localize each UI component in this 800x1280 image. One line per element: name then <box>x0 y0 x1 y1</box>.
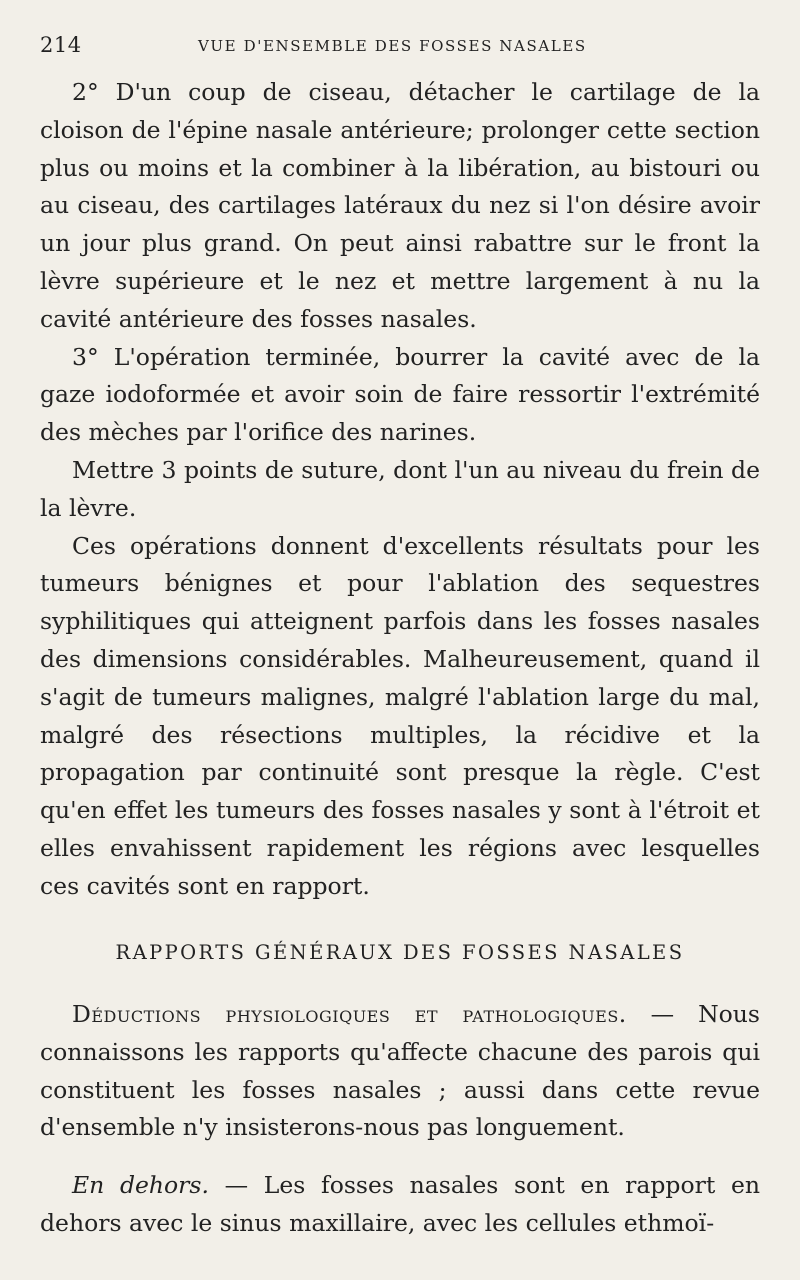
paragraph-text: — Nous connaissons les rapports qu'affecte chacune des parois qui constituent les fosses nasales ; aussi dans cette revue d'ensemble n'y insisterons-nous pas longuement. <box>40 1000 760 1142</box>
page-number: 214 <box>40 33 82 57</box>
page-header <box>40 33 760 63</box>
paragraph-lead: Déductions physiologiques et pathologiques. <box>72 1000 627 1028</box>
paragraph: Ces opérations donnent d'excellents résultats pour les tumeurs bénignes et pour l'ablation des sequestres syphilitiques qui atteignent parfois dans les fosses nasales des dimensions considérables. Malheureusement, quand il s'agit de tumeurs malignes, malgré l'ablation large du mal, malgré des résections multiples, la récidive et la propagation par continuité sont presque la règle. C'est qu'en effet les tumeurs des fosses nasales y sont à l'étroit et elles envahissent rapidement les régions avec lesquelles ces cavités sont en rapport. <box>40 531 760 900</box>
paragraph <box>40 1167 760 1243</box>
body-text <box>40 74 760 906</box>
paragraph: Mettre 3 points de suture, dont l'un au niveau du frein de la lèvre. <box>40 455 760 522</box>
paragraph: 2° D'un coup de ciseau, détacher le cartilage de la cloison de l'épine nasale antérieure; prolonger cette section plus ou moins et la combiner à la libération, au bistouri ou au ciseau, des cartilages latéraux du nez si l'on désire avoir un jour plus grand. On peut ainsi rabattre sur le front la lèvre supérieure et le nez et mettre largement à nu la cavité antérieure des fosses nasales. <box>40 78 760 333</box>
paragraph <box>40 996 760 1147</box>
section-title: RAPPORTS GÉNÉRAUX DES FOSSES NASALES <box>115 941 685 964</box>
running-head: VUE D'ENSEMBLE DES FOSSES NASALES <box>198 37 587 55</box>
paragraph-lead: En dehors. <box>72 1171 209 1200</box>
section-body <box>40 996 760 1243</box>
paragraph: 3° L'opération terminée, bourrer la cavité avec de la gaze iodoformée et avoir soin de faire ressortir l'extrémité des mèches par l'orifice des narines. <box>40 342 760 447</box>
paragraph-text: — Les fosses nasales sont en rapport en dehors avec le sinus maxillaire, avec les cellules ethmoï- <box>40 1171 760 1237</box>
